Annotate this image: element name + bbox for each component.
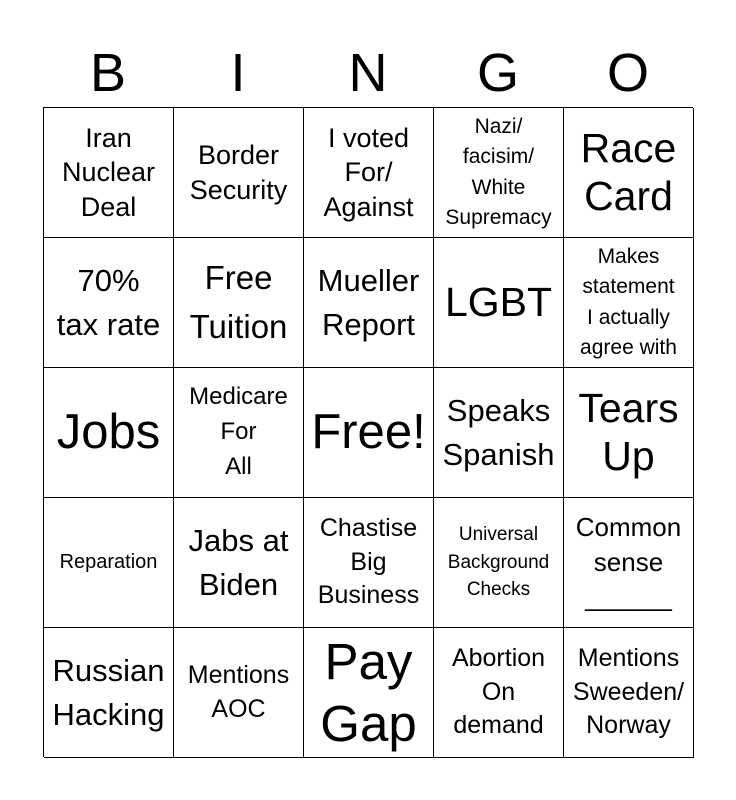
bingo-cell[interactable] (434, 238, 564, 368)
bingo-cell[interactable] (44, 628, 174, 758)
bingo-cell-label: Universal Background Checks (447, 524, 550, 601)
bingo-cell-label: Russian Hacking (52, 653, 165, 732)
bingo-cell[interactable] (174, 238, 304, 368)
bingo-cell-label: Nazi/ facisim/ White Supremacy (445, 114, 552, 229)
bingo-cell[interactable] (304, 238, 434, 368)
bingo-cell[interactable] (564, 108, 694, 238)
bingo-cell-label: Border Security (189, 140, 288, 205)
bingo-cell[interactable] (174, 498, 304, 628)
header-letter-b: B (89, 43, 127, 103)
bingo-cell[interactable] (304, 108, 434, 238)
header-letter-g: G (476, 43, 519, 103)
bingo-cell[interactable] (564, 368, 694, 498)
bingo-cell-label: Jabs at Biden (188, 523, 289, 602)
bingo-cell[interactable] (564, 628, 694, 758)
bingo-cell[interactable] (434, 368, 564, 498)
bingo-cell-label: Chastise Big Business (317, 513, 420, 610)
bingo-cell[interactable] (174, 368, 304, 498)
bingo-cell-label: Pay Gap (320, 633, 417, 752)
bingo-cell-label: I voted For/ Against (323, 123, 414, 222)
bingo-cell[interactable] (44, 108, 174, 238)
header-letter-i: I (230, 43, 246, 103)
bingo-cell[interactable] (304, 368, 434, 498)
bingo-cell[interactable] (434, 498, 564, 628)
bingo-cell[interactable] (434, 628, 564, 758)
bingo-cell-label: Abortion On demand (451, 643, 546, 740)
bingo-cell-label: Free! (311, 405, 426, 460)
bingo-cell-label: Makes statement I actually agree with (580, 244, 677, 359)
bingo-cell-label: LGBT (444, 278, 553, 325)
bingo-cell-label: Tears Up (578, 385, 679, 479)
bingo-cell-label: Mentions Sweeden/ Norway (572, 643, 685, 740)
bingo-header (43, 40, 693, 106)
bingo-cell-label: Iran Nuclear Deal (61, 123, 156, 222)
bingo-cell-label: Jobs (56, 405, 161, 460)
bingo-cell[interactable] (174, 628, 304, 758)
bingo-cell[interactable] (564, 498, 694, 628)
bingo-board (43, 107, 693, 757)
bingo-cell[interactable] (44, 368, 174, 498)
bingo-cell-label: Speaks Spanish (442, 393, 555, 472)
bingo-cell[interactable] (304, 498, 434, 628)
bingo-cell-label: Mueller Report (317, 263, 420, 342)
header-letter-o: O (606, 43, 649, 103)
bingo-cell[interactable] (44, 238, 174, 368)
bingo-cell-label: Race Card (580, 125, 677, 219)
bingo-cell[interactable] (44, 498, 174, 628)
bingo-cell-label: Reparation (59, 551, 158, 574)
bingo-cell[interactable] (564, 238, 694, 368)
bingo-cell-label: Free Tuition (189, 259, 288, 345)
bingo-cell-label: Common sense ______ (575, 511, 682, 613)
bingo-cell-label: Medicare For All (189, 383, 288, 480)
header-letter-n: N (348, 43, 388, 103)
bingo-cell[interactable] (434, 108, 564, 238)
bingo-cell-label: Mentions AOC (187, 660, 290, 723)
bingo-cell[interactable] (174, 108, 304, 238)
bingo-cell[interactable] (304, 628, 434, 758)
bingo-cell-label: 70% tax rate (56, 263, 161, 342)
